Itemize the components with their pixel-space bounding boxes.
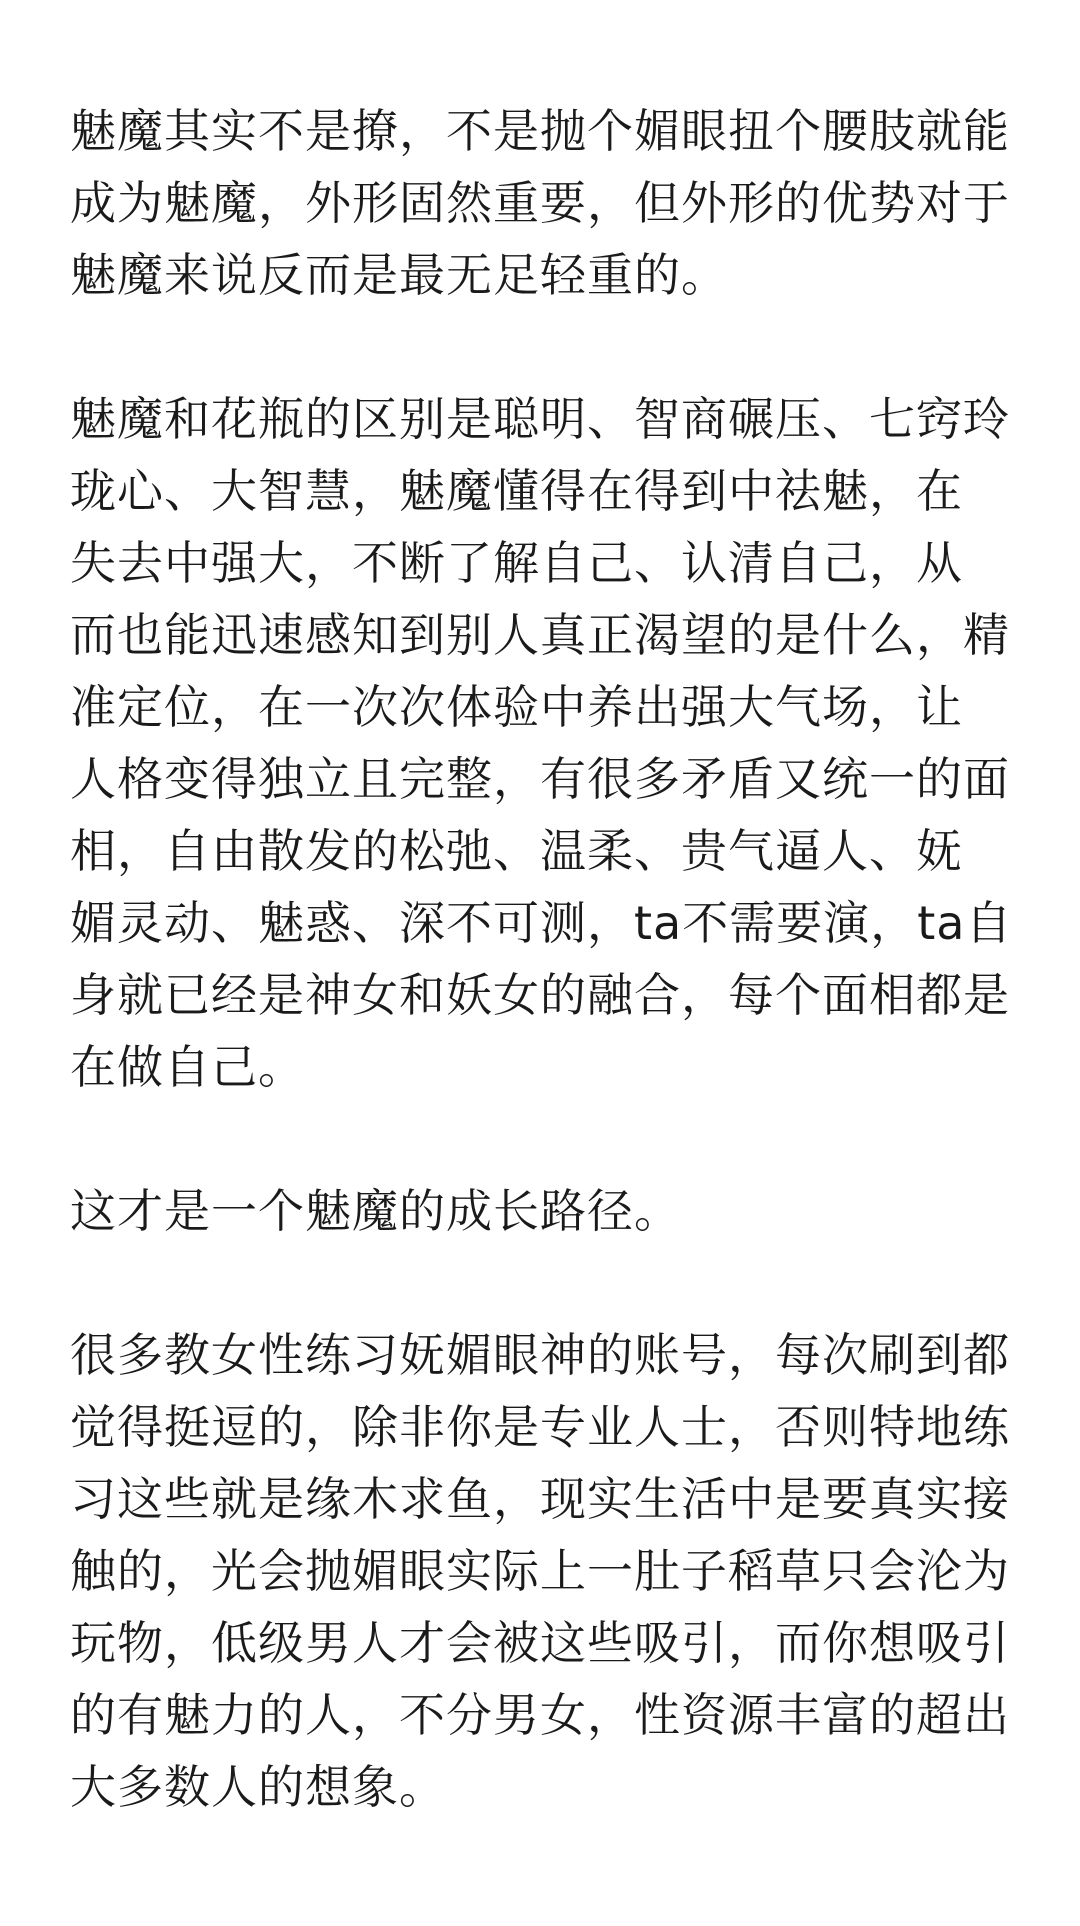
paragraph-line: 的有魅力的人，不分男女，性资源丰富的超出 [70, 1688, 1010, 1742]
paragraph-line: 相，自由散发的松弛、温柔、贵气逼人、妩 [70, 824, 963, 878]
paragraph-line: 准定位，在一次次体验中养出强大气场，让 [70, 680, 963, 734]
paragraph-line: 觉得挺逗的，除非你是专业人士，否则特地练 [70, 1400, 1010, 1454]
paragraph-line: 而也能迅速感知到别人真正渴望的是什么，精 [70, 608, 1010, 662]
paragraph-line: 魅魔其实不是撩，不是抛个媚眼扭个腰肢就能 [70, 104, 1010, 158]
paragraph-line: 人格变得独立且完整，有很多矛盾又统一的面 [70, 752, 1010, 806]
paragraph-line: 玩物，低级男人才会被这些吸引，而你想吸引 [70, 1616, 1010, 1670]
paragraph-line: 失去中强大，不断了解自己、认清自己，从 [70, 536, 963, 590]
paragraph-line: 触的，光会抛媚眼实际上一肚子稻草只会沦为 [70, 1544, 1010, 1598]
paragraph-line: 媚灵动、魅惑、深不可测，ta不需要演，ta自 [70, 896, 1013, 950]
paragraph-line: 魅魔来说反而是最无足轻重的。 [70, 248, 728, 302]
paragraph-line: 珑心、大智慧，魅魔懂得在得到中祛魅，在 [70, 464, 963, 518]
paragraph-line: 习这些就是缘木求鱼，现实生活中是要真实接 [70, 1472, 1010, 1526]
paragraph-line: 魅魔和花瓶的区别是聪明、智商碾压、七窍玲 [70, 392, 1010, 446]
paragraph-line: 很多教女性练习妩媚眼神的账号，每次刷到都 [70, 1328, 1010, 1382]
paragraph-1 [70, 95, 1010, 311]
paragraph-2 [70, 383, 1012, 1103]
paragraph-line: 大多数人的想象。 [70, 1760, 446, 1814]
paragraph-line: 成为魅魔，外形固然重要，但外形的优势对于 [70, 176, 1010, 230]
paragraph-line: 身就已经是神女和妖女的融合，每个面相都是 [70, 968, 1010, 1022]
bottom-fade [0, 1896, 1080, 1926]
paragraph-line: 这才是一个魅魔的成长路径。 [70, 1184, 681, 1238]
paragraph-line: 在做自己。 [70, 1040, 305, 1094]
top-fade [0, 0, 1080, 30]
paragraph-3 [70, 1175, 681, 1247]
paragraph-4 [70, 1319, 1010, 1823]
